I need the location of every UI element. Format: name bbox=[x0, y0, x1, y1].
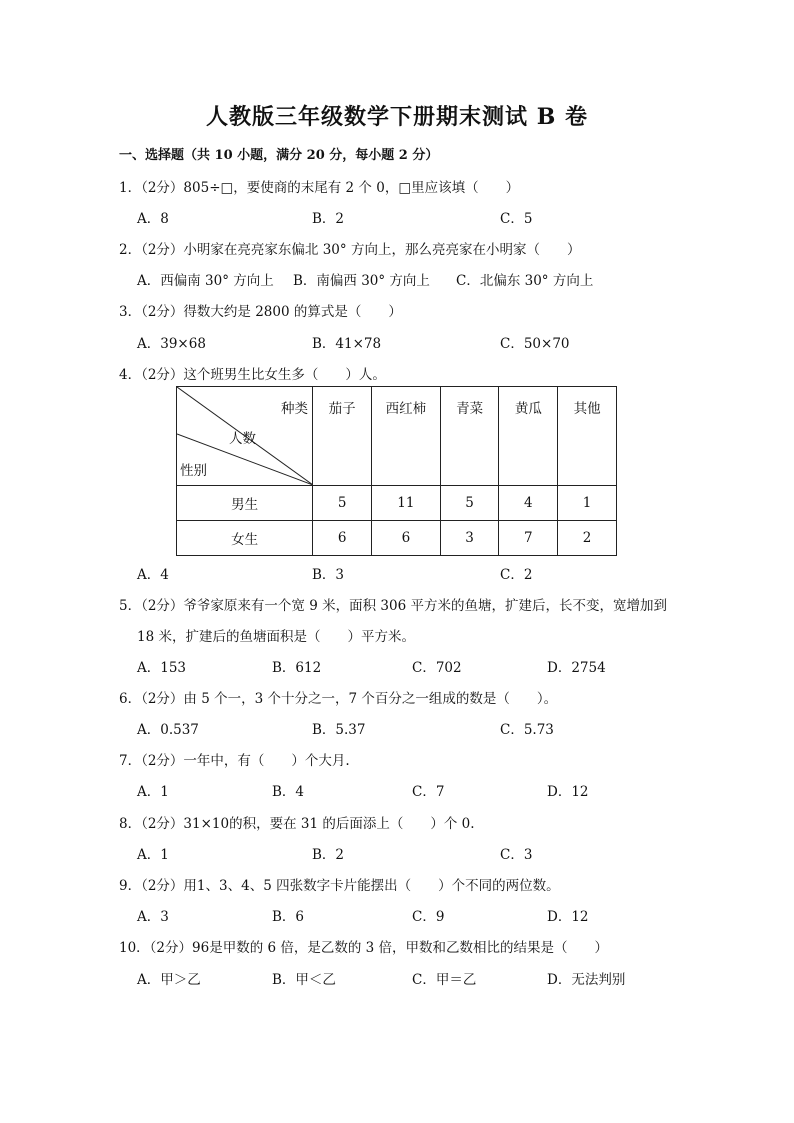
table-cell: 5 bbox=[313, 486, 372, 521]
table-cell: 5 bbox=[440, 486, 499, 521]
q3-option-b: B．41×78 bbox=[312, 336, 382, 352]
q3-option-a: A．39×68 bbox=[137, 336, 206, 352]
q10-option-c: C．甲＝乙 bbox=[412, 972, 477, 988]
q2-option-a: A．西偏南 30° 方向上 bbox=[137, 273, 274, 289]
q5-option-b: B．612 bbox=[272, 660, 322, 676]
table-corner-cell bbox=[177, 387, 313, 486]
q10-option-a: A．甲＞乙 bbox=[137, 972, 201, 988]
table-cell: 6 bbox=[372, 521, 441, 556]
q7-option-d: D．12 bbox=[547, 784, 589, 800]
question-5: 5．（2分）爷爷家原来有一个宽 9 米，面积 306 平方米的鱼塘，扩建后，长不变，宽增加到 bbox=[119, 598, 667, 614]
corner-label-gender: 性别 bbox=[180, 463, 207, 479]
q6-option-b: B．5.37 bbox=[312, 722, 366, 738]
q4-option-a: A．4 bbox=[137, 567, 169, 583]
q7-option-a: A．1 bbox=[137, 784, 169, 800]
q9-option-a: A．3 bbox=[137, 909, 169, 925]
q1-option-a: A．8 bbox=[137, 211, 169, 227]
q9-option-c: C．9 bbox=[412, 909, 445, 925]
table-cell: 3 bbox=[440, 521, 499, 556]
question-5-continued: 18 米，扩建后的鱼塘面积是（ ）平方米。 bbox=[137, 629, 415, 645]
q7-option-c: C．7 bbox=[412, 784, 445, 800]
question-2: 2．（2分）小明家在亮亮家东偏北 30° 方向上，那么亮亮家在小明家（ ） bbox=[119, 242, 581, 258]
question-7: 7．（2分）一年中，有（ ）个大月. bbox=[119, 753, 350, 769]
q1-option-b: B．2 bbox=[312, 211, 345, 227]
q10-option-b: B．甲＜乙 bbox=[272, 972, 336, 988]
q5-option-c: C．702 bbox=[412, 660, 462, 676]
q3-option-c: C．50×70 bbox=[500, 336, 570, 352]
corner-label-category: 种类 bbox=[281, 401, 308, 417]
column-header: 其他 bbox=[558, 387, 617, 486]
table-cell: 4 bbox=[499, 486, 558, 521]
q2-option-b: B．南偏西 30° 方向上 bbox=[293, 273, 430, 289]
q6-option-a: A．0.537 bbox=[137, 722, 199, 738]
column-header: 黄瓜 bbox=[499, 387, 558, 486]
survey-table bbox=[176, 386, 617, 556]
q1-option-c: C．5 bbox=[500, 211, 533, 227]
table-cell: 1 bbox=[558, 486, 617, 521]
row-label: 女生 bbox=[177, 521, 313, 556]
question-8: 8．（2分）31×10的积，要在 31 的后面添上（ ）个 0. bbox=[119, 816, 475, 832]
table-cell: 7 bbox=[499, 521, 558, 556]
table-row bbox=[177, 521, 617, 556]
q8-option-b: B．2 bbox=[312, 847, 345, 863]
q7-option-b: B．4 bbox=[272, 784, 305, 800]
q9-option-d: D．12 bbox=[547, 909, 589, 925]
table-cell: 6 bbox=[313, 521, 372, 556]
question-6: 6．（2分）由 5 个一，3 个十分之一，7 个百分之一组成的数是（ ）。 bbox=[119, 691, 558, 707]
question-3: 3．（2分）得数大约是 2800 的算式是（ ） bbox=[119, 304, 402, 320]
column-header: 西红柿 bbox=[372, 387, 441, 486]
row-label: 男生 bbox=[177, 486, 313, 521]
table-cell: 2 bbox=[558, 521, 617, 556]
page-title: 人教版三年级数学下册期末测试 B 卷 bbox=[206, 104, 588, 130]
question-1: 1．（2分）805÷□，要使商的末尾有 2 个 0，□里应该填（ ） bbox=[119, 180, 520, 196]
q5-option-d: D．2754 bbox=[547, 660, 606, 676]
q10-option-d: D．无法判别 bbox=[547, 972, 626, 988]
question-4: 4．（2分）这个班男生比女生多（ ）人。 bbox=[119, 367, 386, 383]
table-cell: 11 bbox=[372, 486, 441, 521]
q8-option-a: A．1 bbox=[137, 847, 169, 863]
question-10: 10．（2分）96是甲数的 6 倍，是乙数的 3 倍，甲数和乙数相比的结果是（ ） bbox=[119, 940, 609, 956]
q5-option-a: A．153 bbox=[137, 660, 187, 676]
question-9: 9．（2分）用1、3、4、5 四张数字卡片能摆出（ ）个不同的两位数。 bbox=[119, 878, 560, 894]
table-row bbox=[177, 486, 617, 521]
column-header: 茄子 bbox=[313, 387, 372, 486]
section-header: 一、选择题（共 10 小题，满分 20 分，每小题 2 分） bbox=[119, 148, 439, 163]
q2-option-c: C．北偏东 30° 方向上 bbox=[456, 273, 594, 289]
q9-option-b: B．6 bbox=[272, 909, 305, 925]
q4-option-c: C．2 bbox=[500, 567, 533, 583]
column-header: 青菜 bbox=[440, 387, 499, 486]
q4-option-b: B．3 bbox=[312, 567, 345, 583]
corner-label-count: 人数 bbox=[229, 431, 256, 447]
q8-option-c: C．3 bbox=[500, 847, 533, 863]
q6-option-c: C．5.73 bbox=[500, 722, 554, 738]
